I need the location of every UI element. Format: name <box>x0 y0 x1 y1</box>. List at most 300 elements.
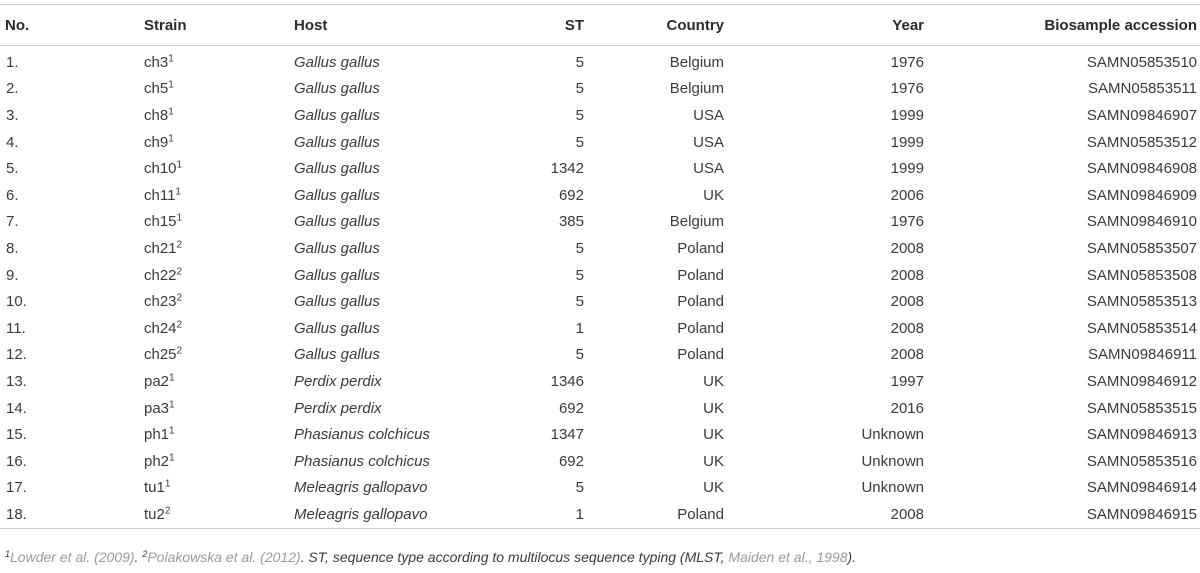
strain-reference-marker: 1 <box>168 53 174 65</box>
cell-year-text: 2008 <box>890 346 924 364</box>
cell-year <box>724 182 924 209</box>
cell-host-text: Gallus gallus <box>294 319 380 337</box>
cell-no <box>0 475 144 502</box>
cell-st-text: 1 <box>575 319 584 337</box>
cell-country <box>584 262 724 289</box>
footnote-separator: . <box>134 549 143 565</box>
cell-host-text: Phasianus colchicus <box>294 426 430 444</box>
table-row <box>0 448 1200 475</box>
cell-strain-text: ch10 <box>144 160 177 178</box>
table-row <box>0 501 1200 528</box>
cell-no-text: 18. <box>6 505 27 523</box>
cell-st <box>482 102 584 129</box>
cell-st-text: 1346 <box>550 372 584 390</box>
cell-host <box>294 262 482 289</box>
cell-country <box>584 501 724 528</box>
cell-year-text: Unknown <box>861 426 924 444</box>
cell-biosample-text: SAMN05853514 <box>1086 319 1197 337</box>
cell-year-text: 1999 <box>890 160 924 178</box>
cell-country <box>584 155 724 182</box>
cell-country-text: Poland <box>677 319 724 337</box>
table-row <box>0 368 1200 395</box>
cell-strain-text: pa3 <box>144 399 170 417</box>
cell-strain-text: ch15 <box>144 213 177 231</box>
cell-biosample <box>924 288 1200 315</box>
cell-country-text: Poland <box>677 266 724 284</box>
header-biosample: Biosample accession <box>1044 16 1197 34</box>
cell-biosample-text: SAMN05853510 <box>1086 53 1197 71</box>
cell-country-text: Poland <box>677 239 724 257</box>
cell-no <box>0 102 144 129</box>
cell-year-text: 1976 <box>890 80 924 98</box>
cell-biosample <box>924 262 1200 289</box>
cell-host-text: Gallus gallus <box>294 133 380 151</box>
cell-country <box>584 209 724 236</box>
cell-country <box>584 421 724 448</box>
cell-strain-text: pa2 <box>144 372 170 390</box>
cell-strain-text: ch25 <box>144 346 177 364</box>
header-st: ST <box>564 16 584 34</box>
table-row <box>0 395 1200 422</box>
cell-biosample <box>924 342 1200 369</box>
cell-year <box>724 368 924 395</box>
cell-year-text: 2008 <box>890 505 924 523</box>
cell-no-text: 14. <box>6 399 27 417</box>
header-strain: Strain <box>144 16 187 34</box>
cell-host-text: Perdix perdix <box>294 399 382 417</box>
cell-country-text: Belgium <box>669 53 724 71</box>
cell-country-text: USA <box>693 133 724 151</box>
footnote-text-end: ). <box>847 549 857 565</box>
cell-st <box>482 46 584 76</box>
cell-country-text: Poland <box>677 293 724 311</box>
cell-host-text: Meleagris gallopavo <box>294 505 428 523</box>
footnote-marker-2: 2 <box>142 549 148 560</box>
cell-host <box>294 46 482 76</box>
strain-table <box>0 4 1200 529</box>
cell-strain-text: ch24 <box>144 319 177 337</box>
cell-strain <box>144 262 294 289</box>
cell-st <box>482 262 584 289</box>
table-row <box>0 182 1200 209</box>
cell-biosample-text: SAMN09846908 <box>1086 160 1197 178</box>
cell-country-text: Belgium <box>669 213 724 231</box>
cell-strain-text: ch21 <box>144 239 177 257</box>
cell-year-text: 1976 <box>890 53 924 71</box>
strain-reference-marker: 1 <box>175 186 181 198</box>
cell-year-text: 2006 <box>890 186 924 204</box>
cell-year <box>724 421 924 448</box>
cell-host-text: Gallus gallus <box>294 239 380 257</box>
cell-st-text: 5 <box>575 266 584 284</box>
cell-strain <box>144 182 294 209</box>
cell-st <box>482 129 584 156</box>
cell-no <box>0 155 144 182</box>
cell-st <box>482 342 584 369</box>
cell-no <box>0 209 144 236</box>
cell-no-text: 6. <box>6 186 19 204</box>
cell-biosample-text: SAMN09846910 <box>1086 213 1197 231</box>
cell-country <box>584 395 724 422</box>
cell-st <box>482 182 584 209</box>
table-row <box>0 76 1200 103</box>
cell-country-text: USA <box>693 106 724 124</box>
cell-st-text: 385 <box>558 213 584 231</box>
cell-biosample <box>924 46 1200 76</box>
cell-year <box>724 209 924 236</box>
cell-host <box>294 342 482 369</box>
cell-biosample-text: SAMN05853508 <box>1086 266 1197 284</box>
cell-host-text: Perdix perdix <box>294 372 382 390</box>
cell-no-text: 13. <box>6 372 27 390</box>
strain-reference-marker: 2 <box>176 239 183 251</box>
cell-biosample-text: SAMN05853511 <box>1088 80 1197 98</box>
cell-st-text: 5 <box>575 133 584 151</box>
cell-host <box>294 129 482 156</box>
cell-host <box>294 475 482 502</box>
cell-year-text: Unknown <box>861 452 924 470</box>
strain-reference-marker: 1 <box>164 478 171 490</box>
cell-country <box>584 182 724 209</box>
cell-strain <box>144 288 294 315</box>
cell-host-text: Gallus gallus <box>294 106 380 124</box>
cell-st-text: 5 <box>575 53 584 71</box>
cell-strain <box>144 102 294 129</box>
footnote-ref-lowder[interactable]: Lowder et al. (2009) <box>10 549 135 565</box>
cell-no-text: 9. <box>6 266 19 284</box>
cell-year <box>724 501 924 528</box>
table-row <box>0 315 1200 342</box>
strain-reference-marker: 2 <box>176 319 183 331</box>
cell-strain <box>144 235 294 262</box>
cell-no <box>0 421 144 448</box>
cell-host <box>294 182 482 209</box>
table-row <box>0 209 1200 236</box>
cell-no <box>0 315 144 342</box>
cell-no-text: 5. <box>6 160 19 178</box>
cell-no <box>0 501 144 528</box>
cell-biosample-text: SAMN05853507 <box>1086 239 1197 257</box>
cell-strain-text: ch8 <box>144 106 169 124</box>
cell-no-text: 2. <box>6 80 19 98</box>
cell-year <box>724 235 924 262</box>
footnote-ref-maiden[interactable]: Maiden et al., 1998 <box>728 549 848 565</box>
cell-year-text: 1997 <box>890 372 924 390</box>
cell-year-text: 2008 <box>890 266 924 284</box>
cell-host-text: Gallus gallus <box>294 186 380 204</box>
table-row <box>0 102 1200 129</box>
cell-no-text: 3. <box>6 106 19 124</box>
strain-reference-marker: 1 <box>169 372 175 384</box>
cell-host-text: Gallus gallus <box>294 346 380 364</box>
table-row <box>0 262 1200 289</box>
cell-st-text: 692 <box>558 452 584 470</box>
cell-strain-text: ch22 <box>144 266 177 284</box>
cell-country-text: UK <box>703 479 724 497</box>
cell-year-text: 2008 <box>890 293 924 311</box>
cell-host <box>294 155 482 182</box>
cell-host <box>294 315 482 342</box>
cell-strain <box>144 315 294 342</box>
header-country: Country <box>666 16 724 34</box>
cell-host <box>294 448 482 475</box>
cell-st <box>482 76 584 103</box>
cell-no-text: 10. <box>6 293 27 311</box>
cell-country <box>584 235 724 262</box>
cell-strain-text: tu2 <box>144 505 165 523</box>
cell-no <box>0 395 144 422</box>
cell-no <box>0 262 144 289</box>
table-body <box>0 46 1200 529</box>
cell-host <box>294 288 482 315</box>
cell-country-text: UK <box>703 372 724 390</box>
strain-table-container <box>0 4 1200 529</box>
cell-st <box>482 395 584 422</box>
cell-country <box>584 315 724 342</box>
cell-strain-text: tu1 <box>144 479 165 497</box>
cell-strain <box>144 475 294 502</box>
cell-host-text: Gallus gallus <box>294 266 380 284</box>
cell-biosample <box>924 129 1200 156</box>
footnote-text-st: . ST, sequence type according to multilocus sequence typing (MLST, <box>300 549 729 565</box>
cell-st-text: 5 <box>575 106 584 124</box>
cell-host <box>294 368 482 395</box>
strain-reference-marker: 2 <box>176 345 183 357</box>
cell-biosample-text: SAMN09846915 <box>1086 505 1197 523</box>
table-row <box>0 421 1200 448</box>
cell-host-text: Gallus gallus <box>294 293 380 311</box>
cell-year <box>724 155 924 182</box>
cell-host-text: Gallus gallus <box>294 213 380 231</box>
strain-reference-marker: 1 <box>169 452 175 464</box>
cell-year-text: 2008 <box>890 239 924 257</box>
table-row <box>0 342 1200 369</box>
cell-no-text: 12. <box>6 346 27 364</box>
cell-year <box>724 342 924 369</box>
cell-st-text: 5 <box>575 80 584 98</box>
header-row <box>0 5 1200 46</box>
strain-reference-marker: 1 <box>168 106 174 118</box>
cell-host-text: Gallus gallus <box>294 160 380 178</box>
cell-biosample <box>924 102 1200 129</box>
cell-st-text: 692 <box>558 399 584 417</box>
cell-st-text: 1342 <box>550 160 584 178</box>
cell-biosample-text: SAMN09846912 <box>1086 372 1197 390</box>
cell-country <box>584 46 724 76</box>
cell-st <box>482 155 584 182</box>
cell-year <box>724 262 924 289</box>
cell-strain-text: ch3 <box>144 53 169 71</box>
cell-host <box>294 501 482 528</box>
cell-strain <box>144 209 294 236</box>
cell-year <box>724 46 924 76</box>
cell-year <box>724 475 924 502</box>
cell-country <box>584 102 724 129</box>
strain-reference-marker: 1 <box>169 425 175 437</box>
cell-biosample-text: SAMN09846911 <box>1088 346 1197 364</box>
cell-no <box>0 182 144 209</box>
cell-biosample-text: SAMN05853515 <box>1086 399 1197 417</box>
cell-country-text: UK <box>703 426 724 444</box>
cell-strain-text: ch11 <box>144 186 176 204</box>
cell-st <box>482 315 584 342</box>
table-row <box>0 155 1200 182</box>
cell-country <box>584 475 724 502</box>
cell-country <box>584 342 724 369</box>
cell-no-text: 11. <box>6 319 26 337</box>
cell-no-text: 8. <box>6 239 19 257</box>
cell-strain <box>144 155 294 182</box>
cell-country <box>584 368 724 395</box>
cell-biosample-text: SAMN05853513 <box>1086 293 1197 311</box>
cell-biosample <box>924 501 1200 528</box>
cell-host <box>294 395 482 422</box>
cell-country-text: Poland <box>677 346 724 364</box>
cell-country <box>584 129 724 156</box>
cell-strain <box>144 46 294 76</box>
cell-st <box>482 209 584 236</box>
cell-host-text: Gallus gallus <box>294 53 380 71</box>
cell-st-text: 5 <box>575 346 584 364</box>
cell-no-text: 17. <box>6 479 27 497</box>
cell-year-text: 1999 <box>890 133 924 151</box>
cell-country <box>584 288 724 315</box>
cell-strain-text: ch23 <box>144 293 177 311</box>
cell-country-text: UK <box>703 186 724 204</box>
cell-st <box>482 475 584 502</box>
cell-host-text: Gallus gallus <box>294 80 380 98</box>
cell-st-text: 1347 <box>550 426 584 444</box>
cell-no <box>0 288 144 315</box>
cell-biosample <box>924 155 1200 182</box>
cell-biosample <box>924 421 1200 448</box>
cell-biosample <box>924 76 1200 103</box>
cell-strain-text: ph1 <box>144 426 170 444</box>
cell-strain-text: ch9 <box>144 133 169 151</box>
cell-host-text: Meleagris gallopavo <box>294 479 428 497</box>
cell-year <box>724 288 924 315</box>
footnote-marker-1: 1 <box>5 549 11 560</box>
cell-no <box>0 235 144 262</box>
table-row <box>0 46 1200 76</box>
header-no: No. <box>5 16 30 34</box>
cell-strain <box>144 129 294 156</box>
cell-country-text: UK <box>703 399 724 417</box>
cell-country-text: USA <box>693 160 724 178</box>
cell-strain <box>144 448 294 475</box>
cell-st <box>482 368 584 395</box>
cell-strain <box>144 368 294 395</box>
cell-year-text: 1999 <box>890 106 924 124</box>
cell-year <box>724 448 924 475</box>
cell-host <box>294 235 482 262</box>
table-row <box>0 129 1200 156</box>
cell-biosample <box>924 475 1200 502</box>
cell-biosample <box>924 209 1200 236</box>
cell-no <box>0 448 144 475</box>
cell-st <box>482 235 584 262</box>
strain-reference-marker: 2 <box>176 266 183 278</box>
cell-strain <box>144 76 294 103</box>
cell-strain <box>144 501 294 528</box>
header-host: Host <box>294 16 328 34</box>
cell-no <box>0 46 144 76</box>
cell-st-text: 5 <box>575 239 584 257</box>
cell-biosample <box>924 235 1200 262</box>
cell-year <box>724 76 924 103</box>
cell-host <box>294 102 482 129</box>
cell-st <box>482 501 584 528</box>
cell-year <box>724 129 924 156</box>
cell-strain-text: ch5 <box>144 80 169 98</box>
cell-biosample-text: SAMN09846913 <box>1086 426 1197 444</box>
cell-host <box>294 76 482 103</box>
cell-year-text: 2016 <box>890 399 924 417</box>
cell-biosample-text: SAMN05853516 <box>1086 452 1197 470</box>
cell-year <box>724 395 924 422</box>
table-row <box>0 235 1200 262</box>
cell-st-text: 5 <box>575 479 584 497</box>
cell-no-text: 4. <box>6 133 19 151</box>
cell-st <box>482 448 584 475</box>
cell-biosample <box>924 448 1200 475</box>
cell-host <box>294 421 482 448</box>
cell-biosample <box>924 182 1200 209</box>
cell-no-text: 7. <box>6 213 19 231</box>
footnote-ref-polakowska[interactable]: Polakowska et al. (2012) <box>147 549 301 565</box>
cell-year <box>724 315 924 342</box>
cell-year-text: 1976 <box>890 213 924 231</box>
header-year: Year <box>892 16 924 34</box>
cell-year-text: 2008 <box>890 319 924 337</box>
cell-host <box>294 209 482 236</box>
cell-biosample <box>924 315 1200 342</box>
cell-no <box>0 129 144 156</box>
cell-year-text: Unknown <box>861 479 924 497</box>
cell-no-text: 15. <box>6 426 27 444</box>
cell-no <box>0 342 144 369</box>
cell-strain <box>144 395 294 422</box>
cell-no <box>0 368 144 395</box>
strain-reference-marker: 2 <box>164 505 171 517</box>
cell-country-text: UK <box>703 452 724 470</box>
cell-biosample-text: SAMN09846907 <box>1086 106 1197 124</box>
cell-biosample-text: SAMN05853512 <box>1086 133 1197 151</box>
strain-reference-marker: 1 <box>168 79 174 91</box>
strain-reference-marker: 1 <box>168 133 174 145</box>
strain-reference-marker: 1 <box>169 399 175 411</box>
cell-country-text: Poland <box>677 505 724 523</box>
cell-year <box>724 102 924 129</box>
cell-st-text: 692 <box>558 186 584 204</box>
table-row <box>0 288 1200 315</box>
cell-st-text: 1 <box>575 505 584 523</box>
cell-st <box>482 288 584 315</box>
strain-reference-marker: 1 <box>176 212 183 224</box>
cell-country <box>584 76 724 103</box>
cell-strain-text: ph2 <box>144 452 170 470</box>
cell-biosample-text: SAMN09846914 <box>1086 479 1197 497</box>
table-row <box>0 475 1200 502</box>
strain-reference-marker: 1 <box>176 159 183 171</box>
cell-biosample-text: SAMN09846909 <box>1086 186 1197 204</box>
cell-strain <box>144 421 294 448</box>
strain-reference-marker: 2 <box>176 292 183 304</box>
cell-biosample <box>924 368 1200 395</box>
cell-no-text: 1. <box>6 53 19 71</box>
cell-host-text: Phasianus colchicus <box>294 452 430 470</box>
cell-country <box>584 448 724 475</box>
